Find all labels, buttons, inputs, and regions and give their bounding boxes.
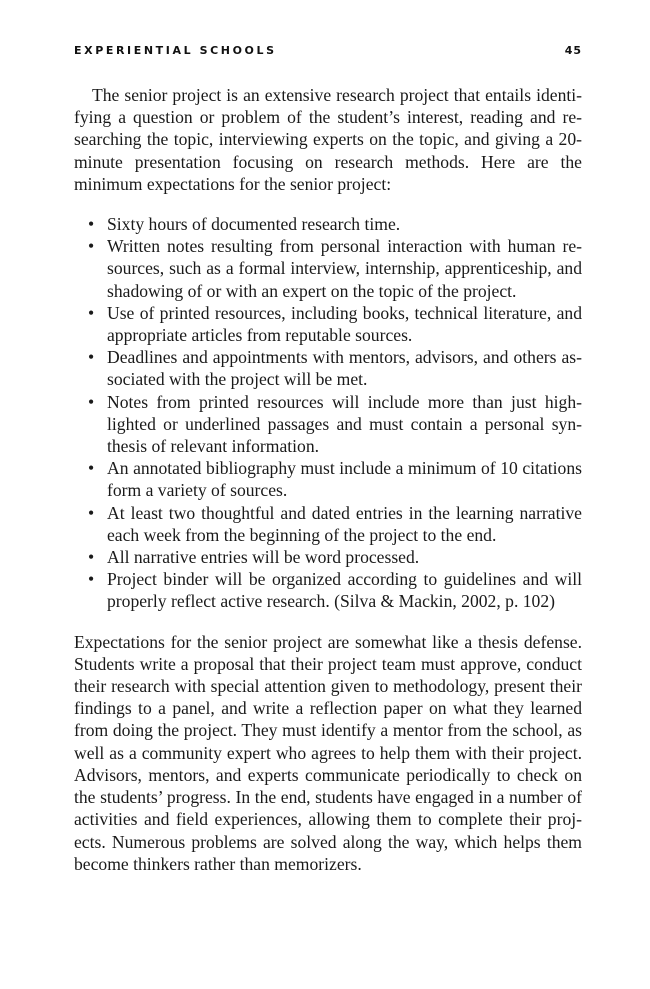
list-item [88,502,582,546]
body-text [74,84,582,875]
list-item [88,546,582,568]
bullet-icon: • [88,302,95,323]
bullet-icon: • [88,547,95,568]
bullet-icon: • [88,391,95,412]
expectations-list [74,213,582,613]
bullet-icon: • [88,236,95,257]
list-item [88,235,582,302]
list-item-text: Project binder will be organized according to guidelines and will properly reflect active research. (Silva & Mackin, 2002, p. 102) [107,569,582,612]
bullet-icon: • [88,569,95,590]
list-item-text: All narrative entries will be word processed. [107,547,420,568]
closing-paragraph: Expectations for the senior project are somewhat like a thesis defense. Students write a proposal that their project team must approve, conduct their research with special attention given to methodology, present their findings to a panel, and write a reflection paper on what they learned from doing the project. They must identify a mentor from the school, as well as a community expert who agrees to help them with their project. Advisors, mentors, and experts communicate periodically to check on the students’ progress. In the end, students have engaged in a number of activities and field experiences, allowing them to complete their projects. Numerous problems are solved along the way, which helps them become thinkers rather than memorizers. [74,631,582,874]
bullet-icon: • [88,458,95,479]
list-item-text: Written notes resulting from personal interaction with human resources, such as a formal interview, internship, apprenticeship, and shadowing of or with an expert on the topic of the project. [107,236,582,301]
list-item [88,391,582,458]
intro-paragraph: The senior project is an extensive research project that entails identifying a question or problem of the student’s interest, reading and researching the topic, interviewing experts on the topic, and giving a 20-minute presentation focusing on research methods. Here are the minimum expectations for the senior project: [74,85,582,194]
book-page [74,44,582,875]
list-item-text: At least two thoughtful and dated entries in the learning narrative each week from the beginning of the project to the end. [107,502,582,545]
running-title: EXPERIENTIAL SCHOOLS [74,44,277,57]
list-item-text: Notes from printed resources will include more than just highlighted or underlined passages and must contain a personal synthesis of relevant information. [107,391,582,457]
list-item-text: Use of printed resources, including books, technical literature, and appropriate articles from reputable sources. [107,302,582,346]
bullet-icon: • [88,502,95,523]
list-item [88,302,582,346]
bullet-icon: • [88,214,95,235]
list-item-text: Sixty hours of documented research time. [107,214,401,235]
list-item [88,457,582,501]
running-head [74,44,582,64]
page-number: 45 [564,44,582,57]
bullet-icon: • [88,347,95,368]
list-item [88,568,582,612]
list-item-text: An annotated bibliography must include a minimum of 10 citations form a variety of sources. [107,458,582,501]
list-item [88,213,582,235]
list-item-text: Deadlines and appointments with mentors, advisors, and others associated with the project will be met. [107,347,582,390]
list-item [88,346,582,390]
